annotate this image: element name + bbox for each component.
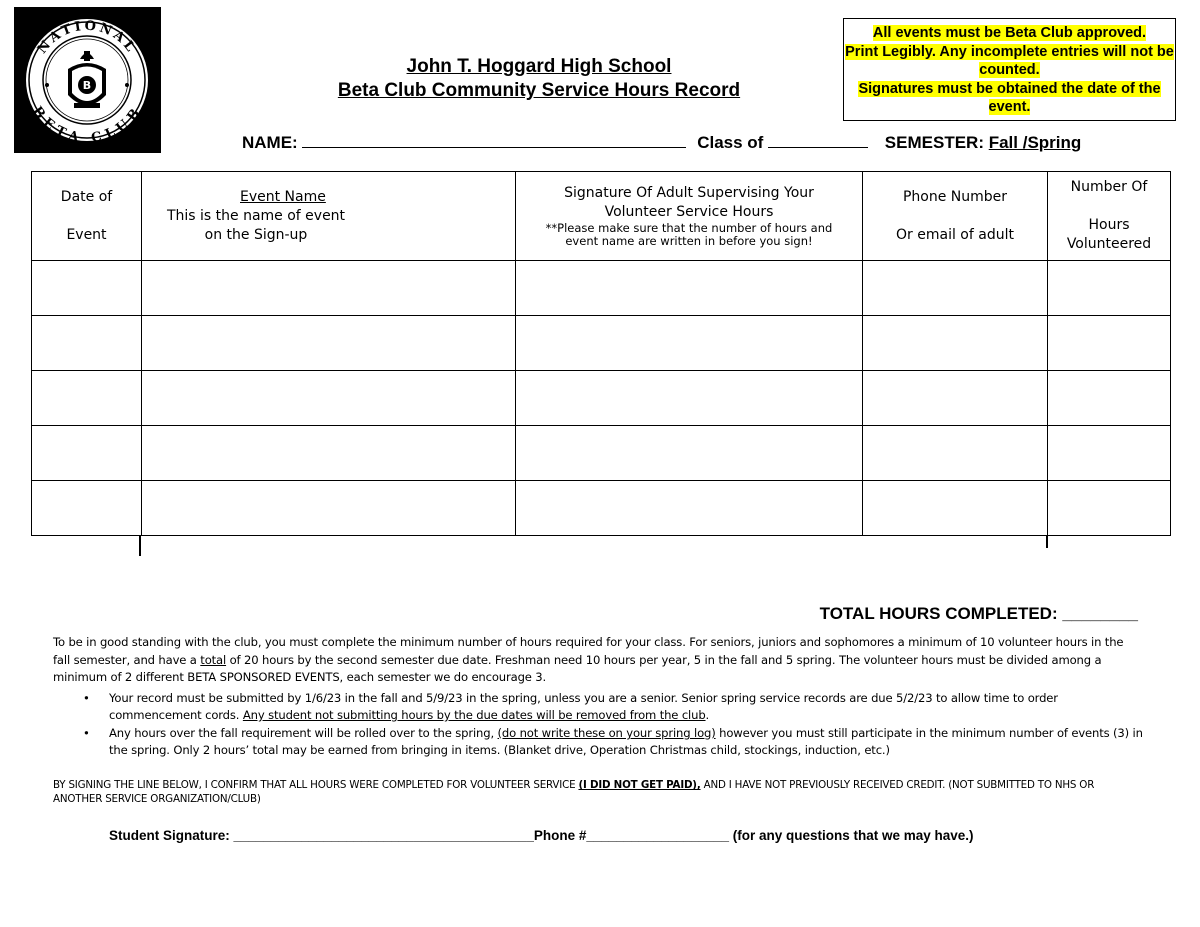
list-item: • Your record must be submitted by 1/6/23 in the fall and 5/9/23 in the spring, unless you are a senior. Senior spring service records are due 5/2/23 to allow time to order commencement cords. Any student not submitting hours by the due dates will be removed from the club. xyxy=(83,691,1058,722)
header-phone: Phone Number Or email of adult xyxy=(863,172,1048,261)
event-name-cell[interactable] xyxy=(142,261,516,316)
list-item: • Any hours over the fall requirement will be rolled over to the spring, (do not write these on your spring log) however you must still participate in the minimum number of events (3) in the spring. Only 2 hours’ total may be earned from bringing in items. (Blanket drive, Operation Christmas child, stockings, induction, etc.) xyxy=(83,726,1143,757)
service-hours-table xyxy=(31,171,1171,536)
notice-line-legibly: Print Legibly. Any incomplete entries will not be counted. xyxy=(845,43,1174,78)
table-row xyxy=(32,481,1171,536)
hours-cell[interactable] xyxy=(1048,426,1171,481)
date-cell[interactable] xyxy=(32,481,142,536)
hours-cell[interactable] xyxy=(1048,481,1171,536)
total-hours-line[interactable]: TOTAL HOURS COMPLETED: ________ xyxy=(819,604,1138,623)
table-row xyxy=(32,316,1171,371)
signature-cell[interactable] xyxy=(516,261,863,316)
date-cell[interactable] xyxy=(32,261,142,316)
name-label: NAME: xyxy=(242,133,298,152)
confirmation-statement: BY SIGNING THE LINE BELOW, I CONFIRM THAT ALL HOURS WERE COMPLETED FOR VOLUNTEER SERVICE (I DID NOT GET PAID), AND I HAVE NOT PREVIOUSLY RECEIVED CREDIT. (NOT SUBMITTED TO NHS OR ANOTHER SERVICE ORGANIZATION/CLUB) xyxy=(53,779,1095,805)
table-row xyxy=(32,371,1171,426)
seal-bottom-text: BETA CLUB xyxy=(29,103,145,147)
student-signature-line[interactable]: Student Signature: ________________________________________Phone #___________________ (for any questions that we may have.) xyxy=(109,828,974,843)
signature-cell[interactable] xyxy=(516,426,863,481)
hours-cell[interactable] xyxy=(1048,261,1171,316)
semester-value[interactable]: Fall /Spring xyxy=(988,133,1082,152)
hours-cell[interactable] xyxy=(1048,371,1171,426)
school-title: John T. Hoggard High School xyxy=(406,56,672,77)
notice-box xyxy=(843,18,1176,121)
bullet-icon: • xyxy=(83,691,90,705)
hours-cell[interactable] xyxy=(1048,316,1171,371)
phone-cell[interactable] xyxy=(863,261,1048,316)
signature-cell[interactable] xyxy=(516,481,863,536)
phone-cell[interactable] xyxy=(863,316,1048,371)
phone-cell[interactable] xyxy=(863,481,1048,536)
table-row xyxy=(32,261,1171,316)
notice-line-approved: All events must be Beta Club approved. xyxy=(872,25,1147,41)
header-hours: Number Of Hours Volunteered xyxy=(1048,172,1171,261)
bullet-icon: • xyxy=(83,726,90,740)
signature-cell[interactable] xyxy=(516,371,863,426)
svg-text:B: B xyxy=(82,79,92,92)
header-signature: Signature Of Adult Supervising Your Volunteer Service Hours **Please make sure that the number of hours and event name are written in before you sign! xyxy=(516,172,863,261)
name-row xyxy=(242,133,1081,153)
name-field[interactable] xyxy=(302,133,686,148)
header-date: Date of Event xyxy=(32,172,142,261)
date-cell[interactable] xyxy=(32,316,142,371)
date-cell[interactable] xyxy=(32,426,142,481)
semester-label: SEMESTER: xyxy=(884,133,984,152)
table-row xyxy=(32,426,1171,481)
table-header-row xyxy=(32,172,1171,261)
record-title: Beta Club Community Service Hours Record xyxy=(337,80,741,101)
seal-top-text: NATIONAL xyxy=(34,18,140,57)
signature-cell[interactable] xyxy=(516,316,863,371)
rules-list xyxy=(53,690,1143,760)
event-name-cell[interactable] xyxy=(142,316,516,371)
requirements-paragraph: To be in good standing with the club, you must complete the minimum number of hours required for your class. For seniors, juniors and sophomores a minimum of 10 volunteer hours in the fall semester, and have a total of 20 hours by the second semester due date. Freshman need 10 hours per year, 5 in the fall and 5 spring. The volunteer hours must be divided among a minimum of 2 different BETA SPONSORED EVENTS, each semester we do encourage 3. xyxy=(53,635,1124,684)
event-name-cell[interactable] xyxy=(142,426,516,481)
phone-cell[interactable] xyxy=(863,371,1048,426)
header-event-name: Event Name This is the name of event on the Sign-up xyxy=(142,172,516,261)
event-name-cell[interactable] xyxy=(142,481,516,536)
phone-cell[interactable] xyxy=(863,426,1048,481)
notice-line-signatures: Signatures must be obtained the date of the event. xyxy=(858,80,1161,115)
date-cell[interactable] xyxy=(32,371,142,426)
table-stub-line xyxy=(139,536,141,556)
class-label: Class of xyxy=(697,133,764,152)
class-field[interactable] xyxy=(768,133,868,148)
table-stub-line xyxy=(1046,536,1048,548)
event-name-cell[interactable] xyxy=(142,371,516,426)
